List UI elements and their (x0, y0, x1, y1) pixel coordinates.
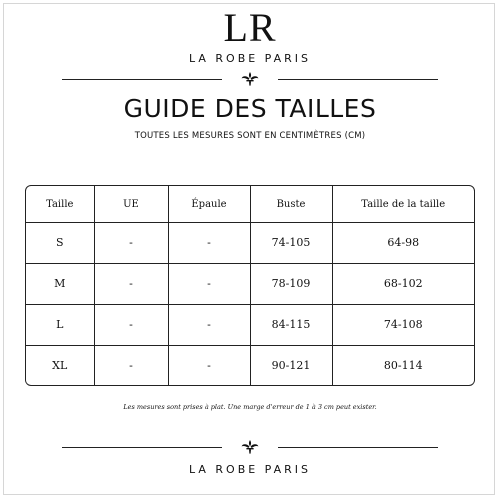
table-cell: - (94, 263, 168, 304)
column-header: Buste (250, 186, 332, 223)
table-cell: S (26, 223, 94, 264)
table-cell: 64-98 (332, 223, 474, 264)
table-row (26, 263, 474, 304)
table-cell: 84-115 (250, 304, 332, 345)
table-cell: - (168, 345, 250, 385)
column-header: Taille de la taille (332, 186, 474, 223)
table-cell: - (94, 345, 168, 385)
table-row (26, 345, 474, 385)
table-cell: L (26, 304, 94, 345)
table-cell: M (26, 263, 94, 304)
divider-line-left (62, 447, 222, 448)
divider-line-right (278, 79, 438, 80)
ornament-divider-top (62, 72, 438, 86)
table-cell: 80-114 (383, 358, 423, 372)
table-cell: - (168, 304, 250, 345)
column-header: UE (94, 186, 168, 223)
table-cell: 74-105 (250, 223, 332, 264)
measurement-note: Les mesures sont prises à plat. Une marge d'erreur de 1 à 3 cm peut exister. (123, 403, 377, 411)
brand-name-top: LA ROBE PARIS (188, 52, 312, 65)
table-cell: 74-108 (332, 304, 474, 345)
table-cell: - (168, 223, 250, 264)
column-header: Taille (26, 186, 94, 223)
fleur-de-lis-icon (240, 72, 260, 86)
size-table (25, 185, 475, 386)
divider-line-right (278, 447, 438, 448)
brand-logo: LR (223, 5, 277, 50)
table-row (26, 304, 474, 345)
table-cell: 90-121 (250, 345, 332, 385)
table-cell: 78-109 (250, 263, 332, 304)
table-cell: - (168, 263, 250, 304)
ornament-divider-bottom (62, 440, 438, 454)
fleur-de-lis-icon (240, 440, 260, 454)
table-cell: 68-102 (332, 263, 474, 304)
divider-line-left (62, 79, 222, 80)
page-title: GUIDE DES TAILLES (123, 94, 377, 123)
column-header: Épaule (168, 186, 250, 223)
table-cell: - (94, 223, 168, 264)
page-subtitle: TOUTES LES MESURES SONT EN CENTIMÈTRES (CM) (134, 131, 366, 141)
table-header-row (26, 186, 474, 223)
table-row (26, 223, 474, 264)
table-cell: XL (26, 345, 94, 385)
brand-name-bottom: LA ROBE PARIS (188, 463, 312, 476)
table-cell: - (94, 304, 168, 345)
